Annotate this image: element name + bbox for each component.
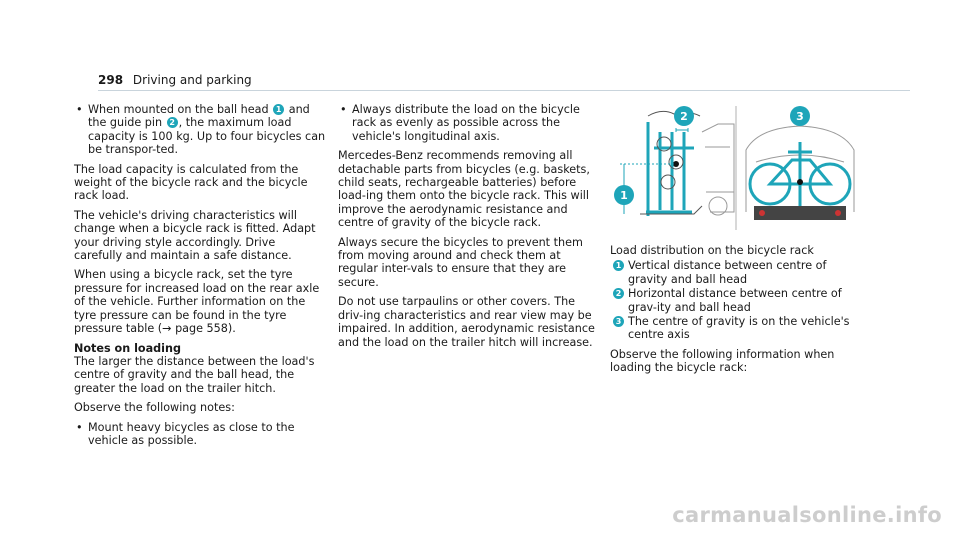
rear-view-rack-base bbox=[754, 206, 846, 220]
legend-item-2: 2 Horizontal distance between centre of grav-ity and ball head bbox=[610, 287, 865, 314]
paragraph-load-capacity: The load capacity is calculated from the weight of the bicycle rack and the bicycle rack load. bbox=[74, 162, 308, 203]
paragraph-covers: Do not use tarpaulins or other covers. The driv-ing characteristics and rear view may be impaired. In addition, aerodynamic resistance and the load on the trailer hitch will increase. bbox=[338, 295, 595, 349]
paragraph-observe-loading: Observe the following information when loading the bicycle rack: bbox=[610, 347, 835, 375]
paragraph-remove-parts: Mercedes-Benz recommends removing all detachable parts from bicycles (e.g. baskets, child seats, rechargeable batteries) before load-ing them onto the bicycle rack. This will improve the aerodynamic resistance and centre of gravity of the bicycle rack. bbox=[338, 149, 590, 230]
legend-item-1: 1 Vertical distance between centre of gravity and ball head bbox=[610, 259, 865, 286]
svg-text:1: 1 bbox=[620, 189, 628, 202]
rear-centre-of-gravity-marker bbox=[797, 179, 803, 185]
figure-caption bbox=[610, 244, 865, 381]
header-rule bbox=[98, 90, 910, 91]
legend-item-3: 3 The centre of gravity is on the vehicle's centre axis bbox=[610, 315, 865, 342]
paragraph-secure: Always secure the bicycles to prevent them from moving around and check them at regular inter-vals to ensure that they are secure. bbox=[338, 235, 583, 289]
figure-callout-2 bbox=[674, 106, 694, 126]
figure-callout-3 bbox=[790, 106, 810, 126]
callout-1-badge: 1 bbox=[273, 104, 284, 115]
footer bbox=[0, 503, 960, 533]
bullet-distribute-load: • Always distribute the load on the bicycle rack as evenly as possible across the vehicle's longitudinal axis. bbox=[338, 103, 600, 143]
section-title: Driving and parking bbox=[132, 73, 252, 87]
heading-notes-on-loading: Notes on loading bbox=[74, 341, 181, 355]
figure-callout-1 bbox=[614, 185, 634, 205]
paragraph-driving: The vehicle's driving characteristics will change when a bicycle rack is fitted. Adapt your driving style accordingly. Drive carefully and maintain a safe distance. bbox=[74, 208, 316, 263]
page-header bbox=[98, 73, 252, 87]
bicycle-rack-illustration bbox=[610, 102, 863, 234]
legend-badge-3: 3 bbox=[613, 316, 624, 327]
legend-badge-1: 1 bbox=[613, 260, 624, 271]
column-left bbox=[74, 103, 326, 453]
bullet-mounting: • When mounted on the ball head 1 and the guide pin 2 , the maximum load capacity is 100 kg. Up to four bicycles can be transpor-ted. bbox=[74, 103, 326, 157]
page-number: 298 bbox=[98, 73, 124, 87]
paragraph-tyre-pressure: When using a bicycle rack, set the tyre pressure for increased load on the rear axle of the vehicle. Further information on the tyre pressure can be found in the tyre pressure table (→ page 558). bbox=[74, 268, 320, 336]
svg-text:3: 3 bbox=[796, 110, 804, 123]
svg-text:2: 2 bbox=[680, 110, 688, 123]
watermark: carmanualsonline.info bbox=[672, 503, 942, 527]
bullet-heavy-bicycles: • Mount heavy bicycles as close to the vehicle as possible. bbox=[74, 421, 326, 448]
bicycle-rack-diagram bbox=[610, 102, 863, 234]
column-middle bbox=[338, 103, 600, 355]
legend-badge-2: 2 bbox=[613, 288, 624, 299]
paragraph-distance: The larger the distance between the load's centre of gravity and the ball head, the greater the load on the trailer hitch. bbox=[74, 354, 315, 395]
callout-2-badge: 2 bbox=[167, 117, 178, 128]
caption-title: Load distribution on the bicycle rack bbox=[610, 244, 814, 257]
paragraph-observe: Observe the following notes: bbox=[74, 401, 235, 415]
